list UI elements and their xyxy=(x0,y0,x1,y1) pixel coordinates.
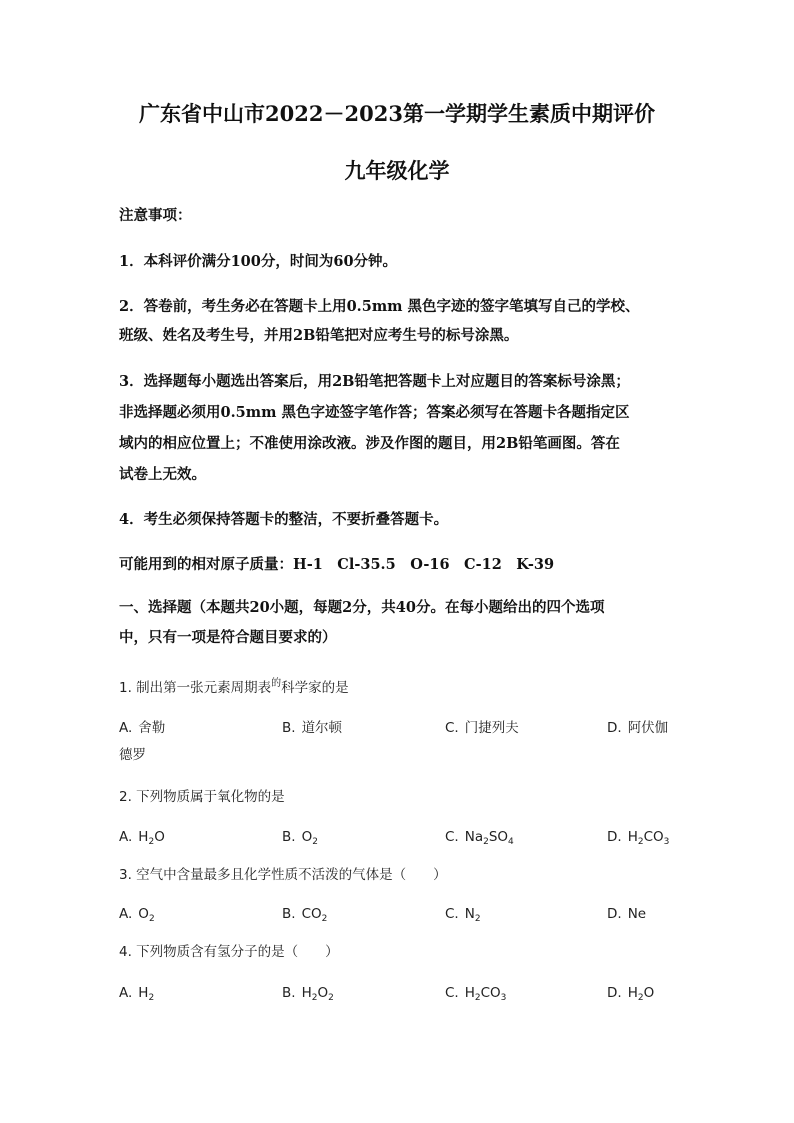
notice-item-3-line-3: 域内的相应位置上；不准使用涂改液。涉及作图的题目，用2B铅笔画图。答在 xyxy=(119,435,620,452)
notice-item-2-line-1: 2．答卷前，考生务必在答题卡上用0.5mm 黑色字迹的签字笔填写自己的学校、 xyxy=(119,298,640,315)
notice-item-2-line-2: 班级、姓名及考生号，并用2B铅笔把对应考生号的标号涂黑。 xyxy=(119,327,519,344)
notice-item-4: 4．考生必须保持答题卡的整洁，不要折叠答题卡。 xyxy=(119,511,449,528)
question-3-option-a[interactable]: A. $O_2$ xyxy=(119,906,155,924)
question-3-option-d[interactable]: D. Ne xyxy=(607,906,647,922)
question-4-stem: 4. 下列物质含有氢分子的是（ ） xyxy=(119,944,339,960)
section-heading-line-2: 中，只有一项是符合题目要求的） xyxy=(119,629,337,646)
question-1-stem-b: 科学家的是 xyxy=(281,680,349,696)
exam-title: 广东省中山市2022－2023第一学期学生素质中期评价 xyxy=(139,101,655,126)
question-1-option-d[interactable]: D. 阿伏伽 xyxy=(607,720,669,736)
question-4-option-d[interactable]: D. $H_2O$ xyxy=(607,985,655,1003)
question-1-option-a[interactable]: A. 舍勒 xyxy=(119,720,166,736)
question-4-option-c[interactable]: C. $H_2CO_3$ xyxy=(445,985,507,1003)
question-1-stem-sup: 的 xyxy=(271,678,282,689)
question-3-option-c[interactable]: C. $N_2$ xyxy=(445,906,481,924)
section-heading-line-1: 一、选择题（本题共20小题，每题2分，共40分。在每小题给出的四个选项 xyxy=(119,599,605,616)
question-2-option-b[interactable]: B. $O_2$ xyxy=(282,829,318,847)
question-1-option-d-continued: 德罗 xyxy=(119,747,146,763)
question-1-stem xyxy=(119,678,349,700)
notice-item-3-line-2: 非选择题必须用0.5mm 黑色字迹签字笔作答；答案必须写在答题卡各题指定区 xyxy=(119,404,630,421)
atomic-mass-line: 可能用到的相对原子质量：H-1 Cl-35.5 O-16 C-12 K-39 xyxy=(119,556,555,573)
question-2-stem: 2. 下列物质属于氧化物的是 xyxy=(119,789,285,805)
notice-item-3-line-4: 试卷上无效。 xyxy=(119,466,206,483)
notice-item-1: 1．本科评价满分100分，时间为60分钟。 xyxy=(119,253,398,270)
notice-item-3-line-1: 3．选择题每小题选出答案后，用2B铅笔把答题卡上对应题目的答案标号涂黑； xyxy=(119,373,630,390)
question-4-option-a[interactable]: A. $H_2$ xyxy=(119,985,155,1003)
question-2-option-d[interactable]: D. $H_2CO_3$ xyxy=(607,829,670,847)
exam-subtitle: 九年级化学 xyxy=(344,158,450,183)
question-1-option-b[interactable]: B. 道尔顿 xyxy=(282,720,343,736)
question-3-stem: 3. 空气中含量最多且化学性质不活泼的气体是（ ） xyxy=(119,867,447,883)
question-1-option-c[interactable]: C. 门捷列夫 xyxy=(445,720,519,736)
question-3-option-b[interactable]: B. $CO_2$ xyxy=(282,906,328,924)
question-2-option-a[interactable]: A. $H_2O$ xyxy=(119,829,165,847)
notice-heading: 注意事项： xyxy=(119,207,192,224)
question-1-stem-a: 1. 制出第一张元素周期表 xyxy=(119,680,272,696)
question-4-option-b[interactable]: B. $H_2O_2$ xyxy=(282,985,334,1003)
question-2-option-c[interactable]: C. $Na_2SO_4$ xyxy=(445,829,514,847)
